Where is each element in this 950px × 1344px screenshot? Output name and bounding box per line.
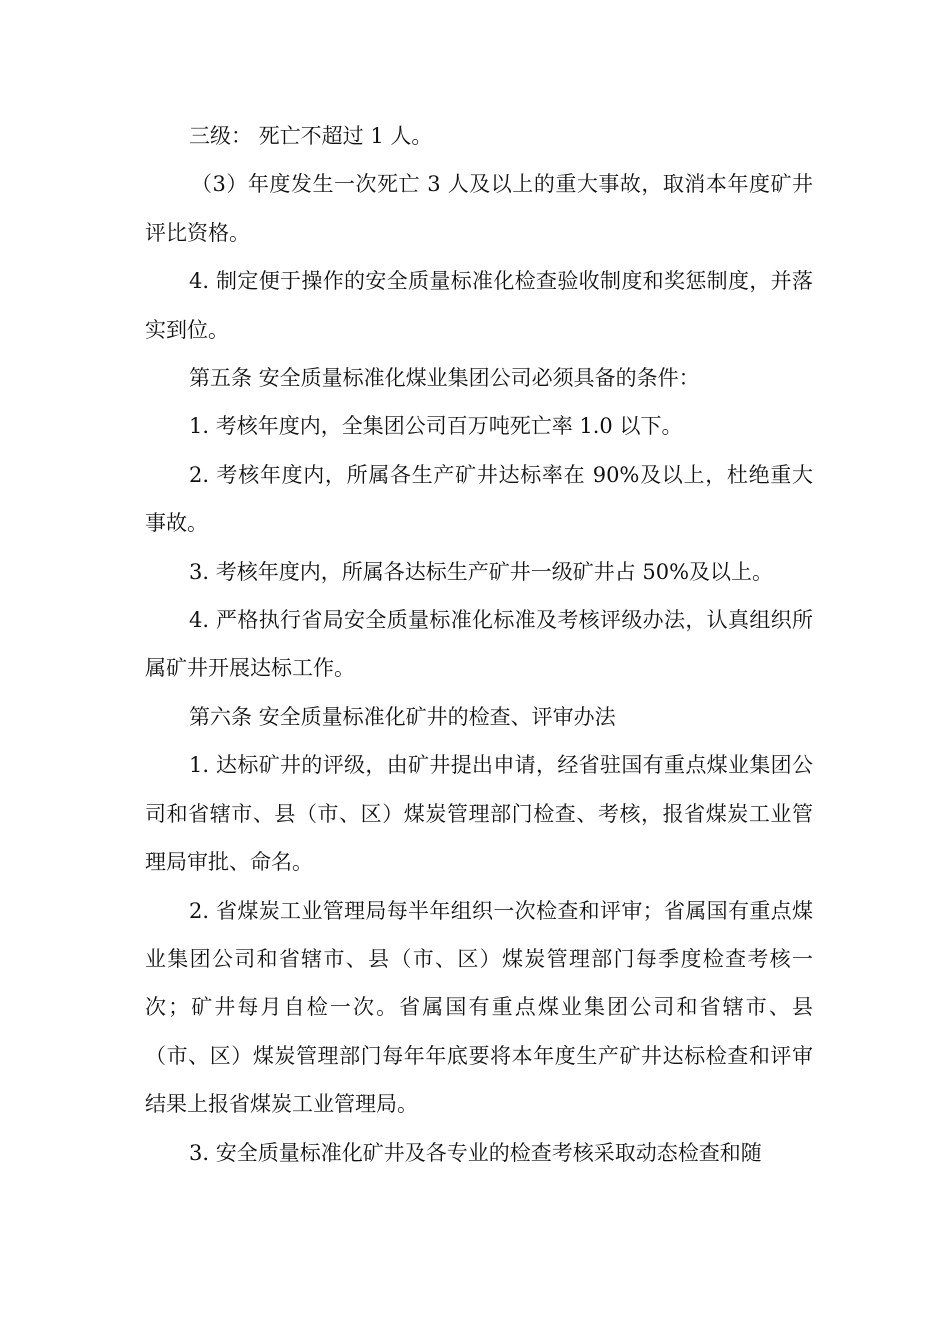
article-six-item-2: 2. 省煤炭工业管理局每半年组织一次检查和评审；省属国有重点煤业集团公司和省辖市、县（市、区）煤炭管理部门每季度检查考核一次；矿井每月自检一次。省属国有重点煤业集团公司和省辖市、县（市、区）煤炭管理部门每年年底要将本年度生产矿井达标检查和评审结果上报省煤炭工业管理局。 (145, 898, 813, 1117)
paragraph-inspection-system: 4. 制定便于操作的安全质量标准化检查验收制度和奖惩制度，并落实到位。 (145, 269, 813, 342)
paragraph-level-three: 三级： 死亡不超过 1 人。 (189, 124, 433, 148)
article-five-heading: 第五条 安全质量标准化煤业集团公司必须具备的条件： (189, 366, 700, 391)
document-body (145, 112, 813, 1177)
article-six-item-3: 3. 安全质量标准化矿井及各专业的检查考核采取动态检查和随 (189, 1140, 762, 1165)
article-five-item-2: 2. 考核年度内，所属各生产矿井达标率在 90%及以上，杜绝重大事故。 (145, 462, 813, 536)
article-six-heading: 第六条 安全质量标准化矿井的检查、评审办法 (189, 704, 616, 729)
article-five-item-4: 4. 严格执行省局安全质量标准化标准及考核评级办法，认真组织所属矿井开展达标工作。 (145, 608, 813, 681)
article-six-item-1: 1. 达标矿井的评级，由矿井提出申请，经省驻国有重点煤业集团公司和省辖市、县（市、区）煤炭管理部门检查、考核，报省煤炭工业管理局审批、命名。 (145, 753, 813, 875)
article-five-item-1: 1. 考核年度内，全集团公司百万吨死亡率 1.0 以下。 (189, 414, 683, 439)
paragraph-major-accident-rule: （3）年度发生一次死亡 3 人及以上的重大事故，取消本年度矿井评比资格。 (145, 172, 813, 245)
article-five-item-3: 3. 考核年度内，所属各达标生产矿井一级矿井占 50%及以上。 (189, 559, 774, 584)
